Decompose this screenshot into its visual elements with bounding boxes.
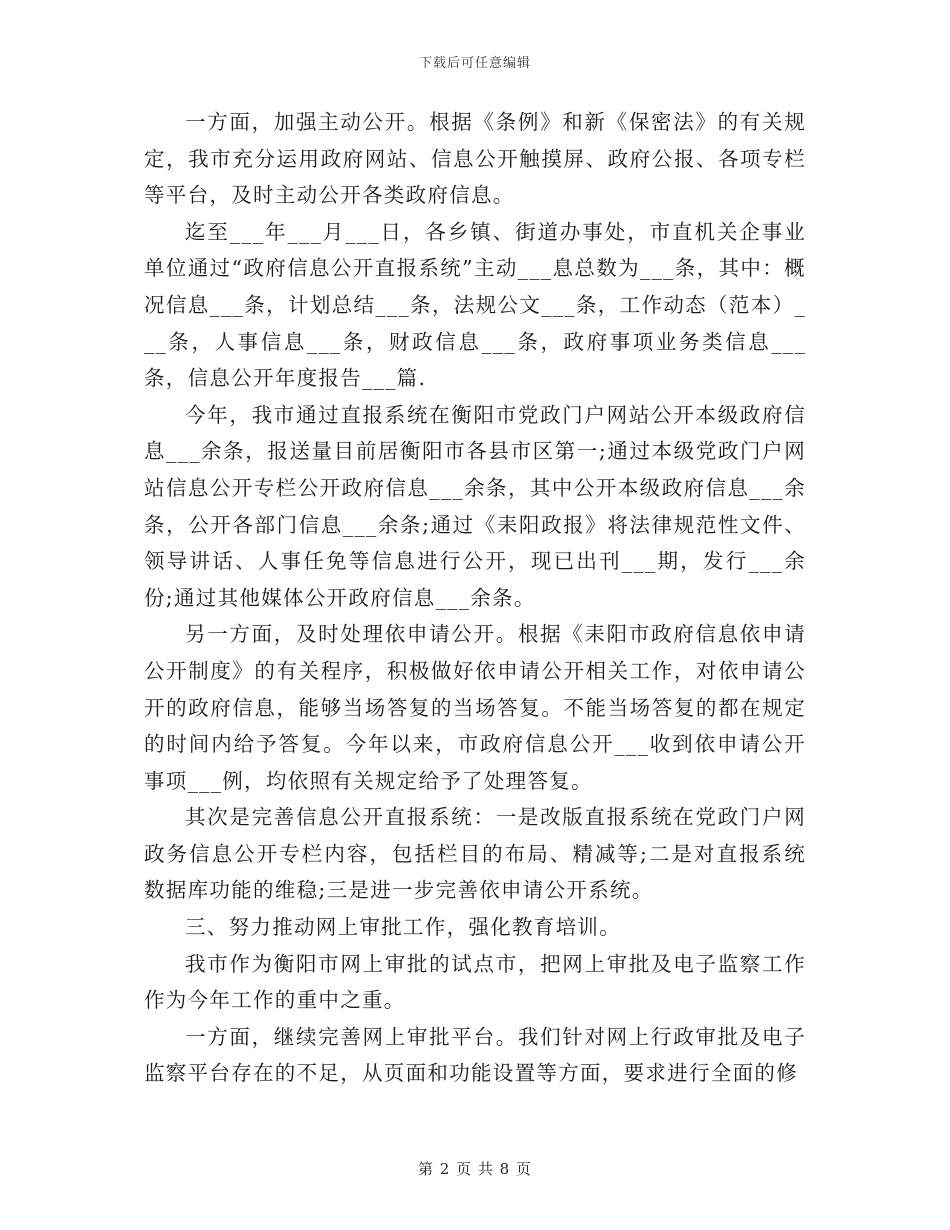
page-number: 第 2 页 共 8 页 <box>418 1160 532 1178</box>
paragraph-pilot-city: 我市作为衡阳市网上审批的试点市，把网上审批及电子监察工作作为今年工作的重中之重。 <box>144 951 806 1013</box>
page-header: 下载后可任意编辑 <box>418 56 531 71</box>
paragraph-direct-report-statistics: 迄至___年___月___日，各乡镇、街道办事处，市直机关企事业单位通过“政府信息公开直报系统”主动___息总数为___条，其中：概况信息___条，计划总结___条，法规公文___条，工作动态（范本）___条，人事信息___条，财政信息___条，政府事项业务类信息___条，信息公开年度报告___篇. <box>144 219 806 391</box>
paragraph-approval-platform: 一方面，继续完善网上审批平台。我们针对网上行政审批及电子监察平台存在的不足，从页面和功能设置等方面，要求进行全面的修 <box>144 1024 806 1086</box>
section-heading-online-approval: 三、努力推动网上审批工作，强化教育培训。 <box>185 915 621 940</box>
paragraph-application-disclosure: 另一方面，及时处理依申请公开。根据《耒阳市政府信息依申请公开制度》的有关程序，积极做好依申请公开相关工作，对依申请公开的政府信息，能够当场答复的当场答复。不能当场答复的都在规定的时间内给予答复。今年以来，市政府信息公开___收到依申请公开事项___例，均依照有关规定给予了处理答复。 <box>144 622 806 793</box>
document-body <box>144 104 806 1092</box>
paragraph-proactive-disclosure: 一方面，加强主动公开。根据《条例》和新《保密法》的有关规定，我市充分运用政府网站、信息公开触摸屏、政府公报、各项专栏等平台，及时主动公开各类政府信息。 <box>144 110 806 208</box>
paragraph-improve-direct-report-system: 其次是完善信息公开直报系统：一是改版直报系统在党政门户网政务信息公开专栏内容，包括栏目的布局、精减等;二是对直报系统数据库功能的维稳;三是进一步完善依申请公开系统。 <box>144 805 806 903</box>
paragraph-this-year-publication: 今年，我市通过直报系统在衡阳市党政门户网站公开本级政府信息___余条，报送量目前居衡阳市各县市区第一;通过本级党政门户网站信息公开专栏公开政府信息___余条，其中公开本级政府信息___余条，公开各部门信息___余条;通过《耒阳政报》将法律规范性文件、领导讲话、人事任免等信息进行公开，现已出刊___期，发行___余份;通过其他媒体公开政府信息___余条。 <box>144 402 806 610</box>
